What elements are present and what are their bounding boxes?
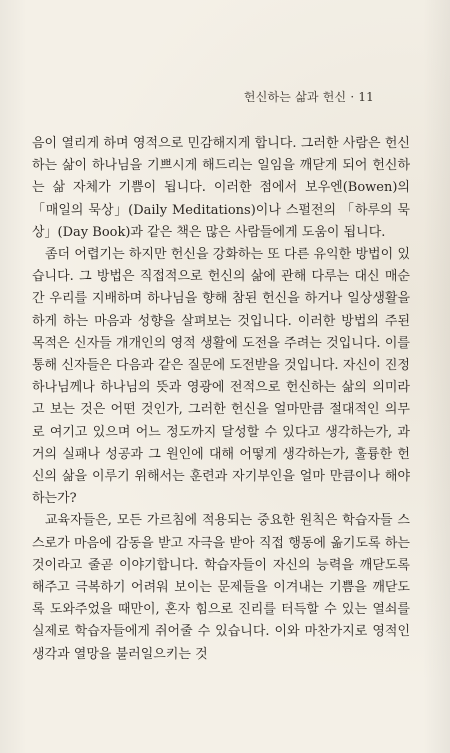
paragraph-3: 교육자들은, 모든 가르침에 적용되는 중요한 원칙은 학습자들 스스로가 마음에 감동을 받고 자극을 받아 직접 행동에 옮기도록 하는 것이라고 줄곧 이야기합니다. 학습자들이 자신의 능력을 깨닫도록 해주고 극복하기 어려워 보이는 문제들을 이겨내는 기쁨을 깨닫도록 도와주었을 때만이, 혼자 힘으로 진리를 터득할 수 있는 열쇠를 실제로 학습자들에게 쥐어줄 수 있습니다. 이와 마찬가지로 영적인 생각과 열망을 불러일으키는 것 — [32, 513, 410, 662]
paragraph-1: 음이 열리게 하며 영적으로 민감해지게 합니다. 그러한 사람은 헌신하는 삶이 하나님을 기쁘시게 해드리는 일임을 깨닫게 되어 헌신하는 삶 자체가 기쁨이 됩니다. 이러한 점에서 보우엔(Bowen)의 「매일의 묵상」(Daily Meditations)이나 스펄전의 「하루의 묵상」(Day Book)과 같은 책은 많은 사람들에게 도움이 됩니다. — [32, 136, 410, 240]
body-text — [32, 133, 410, 666]
running-title: 헌신하는 삶과 헌신 — [243, 90, 347, 104]
paragraph-2: 좀더 어렵기는 하지만 헌신을 강화하는 또 다른 유익한 방법이 있습니다. 그 방법은 직접적으로 헌신의 삶에 관해 다루는 대신 매순간 우리를 지배하며 하나님을 향해 참된 헌신을 하거나 일상생활을 하게 하는 마음과 성향을 살펴보는 것입니다. 이러한 방법의 주된 목적은 신자들 개개인의 영적 생활에 도전을 주려는 것입니다. 이를 통해 신자들은 다음과 같은 질문에 도전받을 것입니다. 자신이 진정 하나님께나 하나님의 뜻과 영광에 전적으로 헌신하는 삶의 의미라고 보는 것은 어떤 것인가, 그러한 헌신을 얼마만큼 절대적인 의무로 여기고 있으며 어느 정도까지 달성할 수 있다고 생각하는가, 과거의 실패나 성공과 그 원인에 대해 어떻게 생각하는가, 훌륭한 헌신의 삶을 이루기 위해서는 훈련과 자기부인을 얼마 만큼이나 해야 하는가? — [32, 247, 410, 507]
running-head — [244, 88, 374, 105]
running-head-separator: · — [350, 90, 355, 104]
page-number: 11 — [358, 90, 374, 104]
